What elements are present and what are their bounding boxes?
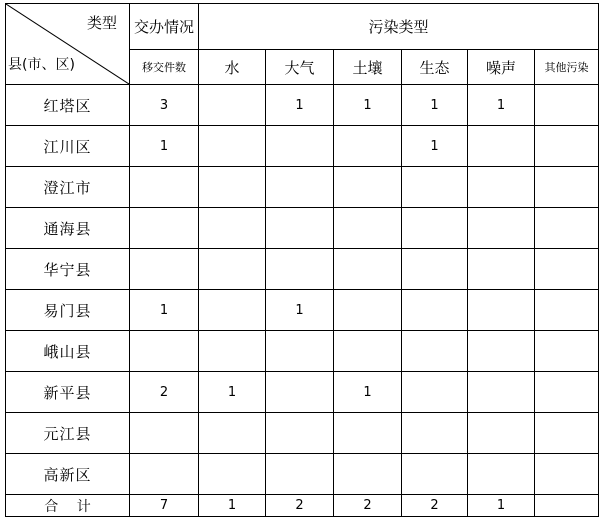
pollution-count-cell <box>535 454 599 495</box>
pollution-count-cell <box>468 208 535 249</box>
county-name: 元江县 <box>6 413 130 454</box>
pollution-count-cell <box>535 167 599 208</box>
transfer-count-cell <box>130 249 199 290</box>
pollution-count-cell <box>535 249 599 290</box>
transfer-count-cell <box>130 208 199 249</box>
pollution-summary-table <box>5 3 599 517</box>
pollution-count-cell <box>535 413 599 454</box>
pollution-count-cell <box>334 454 402 495</box>
pollution-count-cell <box>468 126 535 167</box>
transfer-group-header: 交办情况 <box>130 4 199 50</box>
county-name: 江川区 <box>6 126 130 167</box>
table-row <box>6 454 599 495</box>
pollution-count-cell <box>468 249 535 290</box>
table-row <box>6 167 599 208</box>
pollution-count-cell <box>535 372 599 413</box>
pollution-count-cell <box>535 85 599 126</box>
transfer-count-cell: 2 <box>130 372 199 413</box>
transfer-count-cell <box>130 454 199 495</box>
transfer-count-cell: 7 <box>130 495 199 517</box>
transfer-count-cell <box>130 413 199 454</box>
pollution-count-cell <box>334 331 402 372</box>
pollution-count-cell: 1 <box>334 372 402 413</box>
pollution-count-cell <box>468 290 535 331</box>
pollution-type-header: 土壤 <box>334 50 402 85</box>
county-name: 高新区 <box>6 454 130 495</box>
pollution-count-cell: 1 <box>199 495 266 517</box>
pollution-count-cell <box>402 290 468 331</box>
pollution-count-cell <box>402 372 468 413</box>
pollution-count-cell <box>535 495 599 517</box>
pollution-type-header: 大气 <box>266 50 334 85</box>
pollution-count-cell: 1 <box>468 495 535 517</box>
pollution-count-cell: 1 <box>266 290 334 331</box>
pollution-count-cell <box>334 167 402 208</box>
pollution-count-cell: 1 <box>402 85 468 126</box>
table-row <box>6 208 599 249</box>
table-row <box>6 85 599 126</box>
pollution-type-header: 水 <box>199 50 266 85</box>
county-name: 华宁县 <box>6 249 130 290</box>
pollution-count-cell <box>266 126 334 167</box>
pollution-count-cell <box>266 372 334 413</box>
pollution-count-cell <box>402 454 468 495</box>
transfer-count-cell: 3 <box>130 85 199 126</box>
pollution-count-cell: 1 <box>266 85 334 126</box>
pollution-count-cell <box>199 413 266 454</box>
pollution-count-cell <box>468 454 535 495</box>
pollution-count-cell <box>199 290 266 331</box>
county-name: 新平县 <box>6 372 130 413</box>
county-name: 易门县 <box>6 290 130 331</box>
pollution-count-cell <box>334 249 402 290</box>
pollution-count-cell <box>402 249 468 290</box>
corner-header-county: 县(市、区) <box>8 57 75 73</box>
pollution-count-cell <box>199 85 266 126</box>
pollution-count-cell <box>199 126 266 167</box>
pollution-count-cell <box>266 249 334 290</box>
pollution-count-cell: 2 <box>334 495 402 517</box>
pollution-count-cell <box>199 167 266 208</box>
pollution-count-cell: 1 <box>334 85 402 126</box>
corner-header-type: 类型 <box>86 14 117 32</box>
pollution-count-cell <box>199 249 266 290</box>
county-name: 澄江市 <box>6 167 130 208</box>
pollution-count-cell <box>334 413 402 454</box>
total-label: 合 计 <box>6 495 130 517</box>
pollution-count-cell <box>402 167 468 208</box>
transfer-count-cell <box>130 331 199 372</box>
pollution-count-cell: 1 <box>468 85 535 126</box>
pollution-count-cell: 2 <box>402 495 468 517</box>
transfer-count-cell <box>130 167 199 208</box>
pollution-count-cell <box>199 208 266 249</box>
pollution-count-cell <box>535 208 599 249</box>
pollution-count-cell <box>266 454 334 495</box>
total-row <box>6 495 599 517</box>
pollution-count-cell <box>535 290 599 331</box>
pollution-count-cell <box>468 413 535 454</box>
pollution-count-cell <box>402 413 468 454</box>
county-name: 红塔区 <box>6 85 130 126</box>
table-row <box>6 331 599 372</box>
pollution-count-cell <box>334 126 402 167</box>
pollution-count-cell <box>535 126 599 167</box>
pollution-count-cell <box>334 208 402 249</box>
pollution-count-cell <box>334 290 402 331</box>
pollution-group-header: 污染类型 <box>199 4 599 50</box>
pollution-count-cell: 1 <box>402 126 468 167</box>
pollution-count-cell: 2 <box>266 495 334 517</box>
table-row <box>6 126 599 167</box>
pollution-count-cell <box>468 167 535 208</box>
table-row <box>6 413 599 454</box>
pollution-type-header: 噪声 <box>468 50 535 85</box>
county-name: 峨山县 <box>6 331 130 372</box>
pollution-count-cell <box>266 331 334 372</box>
pollution-type-header: 其他污染 <box>535 50 599 85</box>
corner-header-cell <box>6 4 130 85</box>
pollution-count-cell <box>402 331 468 372</box>
pollution-count-cell <box>468 372 535 413</box>
table-row <box>6 249 599 290</box>
pollution-count-cell <box>199 331 266 372</box>
pollution-count-cell <box>535 331 599 372</box>
transfer-count-cell: 1 <box>130 290 199 331</box>
pollution-count-cell <box>266 208 334 249</box>
pollution-count-cell <box>266 413 334 454</box>
pollution-count-cell <box>402 208 468 249</box>
transfer-count-cell: 1 <box>130 126 199 167</box>
pollution-count-cell <box>468 331 535 372</box>
table-row <box>6 372 599 413</box>
pollution-count-cell: 1 <box>199 372 266 413</box>
pollution-type-header: 生态 <box>402 50 468 85</box>
pollution-count-cell <box>199 454 266 495</box>
table-row <box>6 290 599 331</box>
transfer-count-header: 移交件数 <box>130 50 199 85</box>
pollution-count-cell <box>266 167 334 208</box>
county-name: 通海县 <box>6 208 130 249</box>
